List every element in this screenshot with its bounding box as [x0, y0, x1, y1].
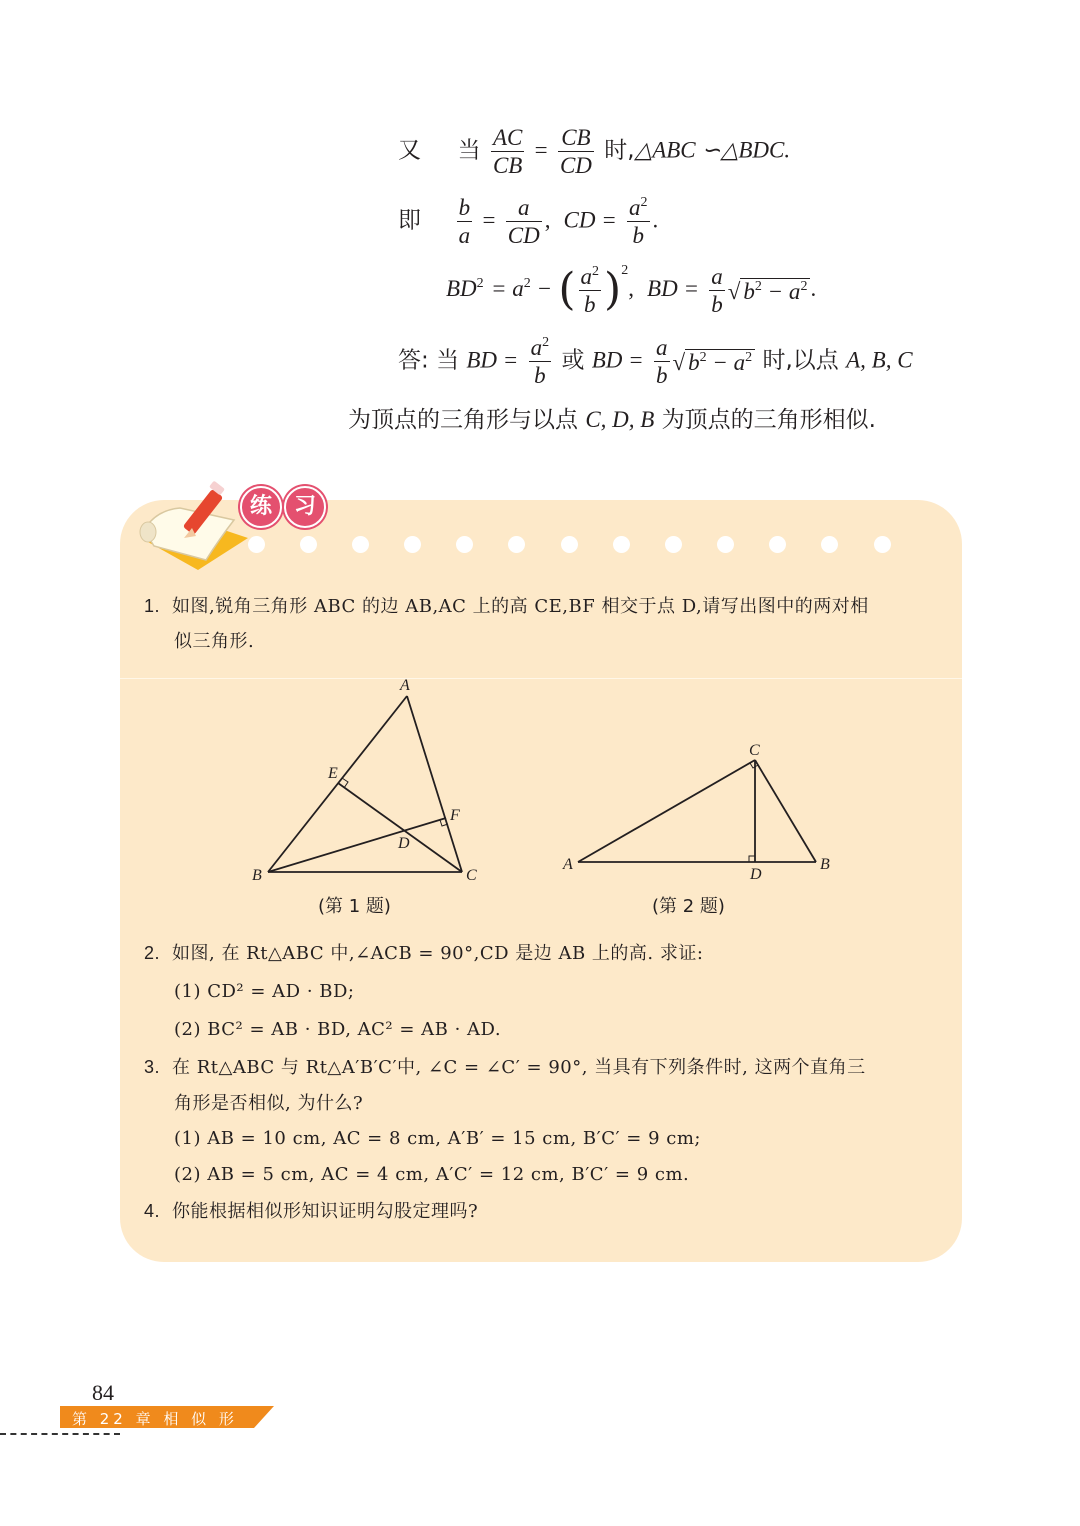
- fig1-label-e: E: [328, 765, 338, 782]
- answer-line-2: 为顶点的三角形与以点 C, D, B 为顶点的三角形相似.: [348, 407, 876, 433]
- question-2-part-1: (1) CD² = AD · BD;: [174, 981, 355, 1002]
- fraction-a2-b: $\frac{a^2}{b}$: [629, 195, 648, 248]
- derivation-line-1: 又 当 $\frac{AC}{CB}$ = $\frac{CB}{CD}$ 时,△ABC ∽△BDC.: [398, 125, 791, 178]
- answer-fraction-a-b: $\frac{a}{b}$: [656, 335, 668, 388]
- bd-expression: BD =: [647, 276, 699, 301]
- figure-2-triangle: [560, 738, 840, 880]
- fig2-label-a: A: [563, 856, 573, 873]
- fig2-label-c: C: [749, 742, 760, 759]
- figure-1-caption: (第 1 题): [318, 896, 391, 917]
- decor-dot: [717, 536, 734, 553]
- fig2-label-b: B: [820, 856, 830, 873]
- lead-you: 又: [398, 137, 421, 164]
- figure-1-triangle: [240, 672, 490, 886]
- fig2-label-d: D: [750, 866, 762, 880]
- figure-2-caption: (第 2 题): [652, 896, 725, 917]
- question-4: 4. 你能根据相似形知识证明勾股定理吗?: [144, 1201, 479, 1222]
- decor-dot: [874, 536, 891, 553]
- question-3-part-1: (1) AB = 10 cm, AC = 8 cm, A′B′ = 15 cm, B′C′ = 9 cm;: [174, 1128, 701, 1149]
- fraction-inner: $\frac{a^2}{b}$: [580, 263, 600, 317]
- question-2-part-2: (2) BC² = AB · BD, AC² = AB · AD.: [174, 1019, 502, 1040]
- fraction-b-a: $\frac{b}{a}$: [458, 195, 471, 248]
- decor-dot: [665, 536, 682, 553]
- decor-dot: [300, 536, 317, 553]
- question-3-cont: 角形是否相似, 为什么?: [174, 1093, 364, 1114]
- bd-squared: BD: [446, 276, 477, 301]
- decor-dot: [508, 536, 525, 553]
- similar-statement: △ABC ∽△BDC.: [634, 137, 791, 163]
- fraction-ac-cb: $\frac{AC}{CB}$: [492, 125, 523, 178]
- fig1-label-c: C: [466, 867, 477, 884]
- answer-fraction-a2-b: $\frac{a^2}{b}$: [530, 335, 550, 388]
- question-1: 1. 如图,锐角三角形 ABC 的边 AB,AC 上的高 CE,BF 相交于点 D,请写出图中的两对相: [144, 596, 869, 617]
- fraction-a-cd: $\frac{a}{CD}$: [507, 195, 540, 248]
- decor-dot: [248, 536, 265, 553]
- cd-expression: CD =: [563, 207, 617, 233]
- question-1-cont: 似三角形.: [174, 631, 255, 652]
- question-2: 2. 如图, 在 Rt△ABC 中,∠ACB = 90°,CD 是边 AB 上的高. 求证:: [144, 943, 704, 964]
- decor-dot: [456, 536, 473, 553]
- word-time: 时,: [604, 137, 635, 164]
- footer-dashes: [0, 1433, 120, 1435]
- page-number: 84: [92, 1380, 114, 1405]
- chapter-title: 第 22 章 相 似 形: [72, 1410, 238, 1428]
- pencil-paper-icon: [136, 480, 256, 572]
- decor-dot: [613, 536, 630, 553]
- decor-dot: [821, 536, 838, 553]
- derivation-line-2: 即 $\frac{b}{a}$ = $\frac{a}{CD}$ , CD = $\frac{a^2}{b}$ .: [398, 195, 659, 248]
- derivation-line-3: $BD^2 = a^2$ − ( $\frac{a^2}{b}$ )$^2$, BD = $\frac{a}{b}$ √ $b^2 - a^2$ .: [446, 263, 817, 317]
- question-3: 3. 在 Rt△ABC 与 Rt△A′B′C′中, ∠C = ∠C′ = 90°, 当具有下列条件时, 这两个直角三: [144, 1057, 866, 1078]
- word-when: 当: [457, 137, 481, 164]
- fraction-cb-cd: $\frac{CB}{CD}$: [559, 125, 592, 178]
- fig1-label-d: D: [398, 835, 410, 852]
- fig1-label-b: B: [252, 867, 262, 884]
- practice-badge-2: 习: [284, 486, 326, 528]
- decor-dot: [561, 536, 578, 553]
- decor-dot: [404, 536, 421, 553]
- fraction-a-b: $\frac{a}{b}$: [711, 263, 723, 317]
- radical: √ $b^2 - a^2$: [728, 278, 811, 303]
- decor-dot: [769, 536, 786, 553]
- answer-line-1: 答: 当 BD = $\frac{a^2}{b}$ 或 BD = $\frac{a}{b}$ √ $b^2 - a^2$ 时,以点 A, B, C: [398, 335, 913, 388]
- fig1-label-a: A: [400, 677, 410, 694]
- fig1-label-f: F: [450, 807, 460, 824]
- question-3-part-2: (2) AB = 5 cm, AC = 4 cm, A′C′ = 12 cm, B′C′ = 9 cm.: [174, 1164, 690, 1185]
- lead-ji: 即: [398, 207, 421, 234]
- answer-label: 答:: [398, 347, 429, 374]
- practice-badge-1: 练: [240, 486, 282, 528]
- decor-dot: [352, 536, 369, 553]
